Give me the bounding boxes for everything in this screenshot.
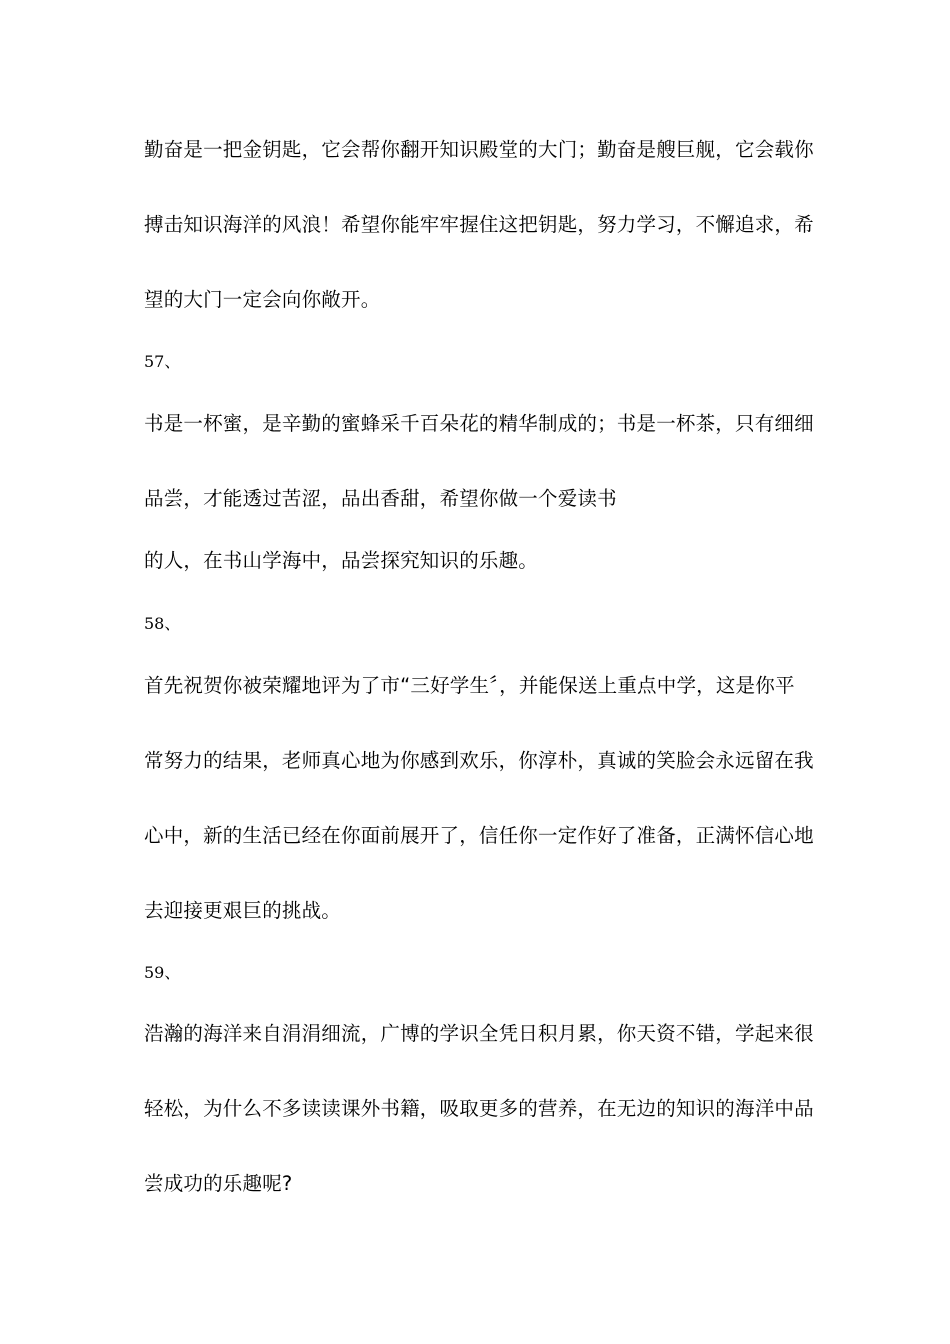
entry-57-line-2: 品尝，才能透过苦涩，品出香甜，希望你做一个爱读书 [144, 487, 617, 510]
entry-58-line-1: 首先祝贺你被荣耀地评为了市“三好学生〞，并能保送上重点中学，这是你平 [144, 674, 795, 697]
entry-56-line-3: 望的大门一定会向你敞开。 [144, 288, 381, 311]
entry-56-line-1: 勤奋是一把金钥匙，它会帮你翻开知识殿堂的大门；勤奋是艘巨舰，它会载你 [144, 138, 814, 161]
entry-58-line-2: 常努力的结果，老师真心地为你感到欢乐，你淳朴，真诚的笑脸会永远留在我 [144, 749, 814, 772]
entry-59-line-3: 尝成功的乐趣呢? [144, 1172, 293, 1195]
entry-57-line-3: 的人，在书山学海中，品尝探究知识的乐趣。 [144, 549, 539, 572]
entry-57-line-1: 书是一杯蜜，是辛勤的蜜蜂采千百朵花的精华制成的；书是一杯茶，只有细细 [144, 412, 814, 435]
entry-58-line-3: 心中，新的生活已经在你面前展开了，信任你一定作好了准备，正满怀信心地 [144, 824, 814, 847]
entry-59-line-2: 轻松，为什么不多读读课外书籍，吸取更多的营养，在无边的知识的海洋中品 [144, 1097, 814, 1120]
entry-59-line-1: 浩瀚的海洋来自涓涓细流，广博的学识全凭日积月累，你天资不错，学起来很 [144, 1022, 814, 1045]
entry-58-number: 58、 [144, 614, 181, 633]
entry-58-line-4: 去迎接更艰巨的挑战。 [144, 899, 342, 922]
entry-57-number: 57、 [144, 352, 181, 371]
entry-56-line-2: 搏击知识海洋的风浪！希望你能牢牢握住这把钥匙，努力学习，不懈追求，希 [144, 213, 814, 236]
entry-59-number: 59、 [144, 963, 181, 982]
